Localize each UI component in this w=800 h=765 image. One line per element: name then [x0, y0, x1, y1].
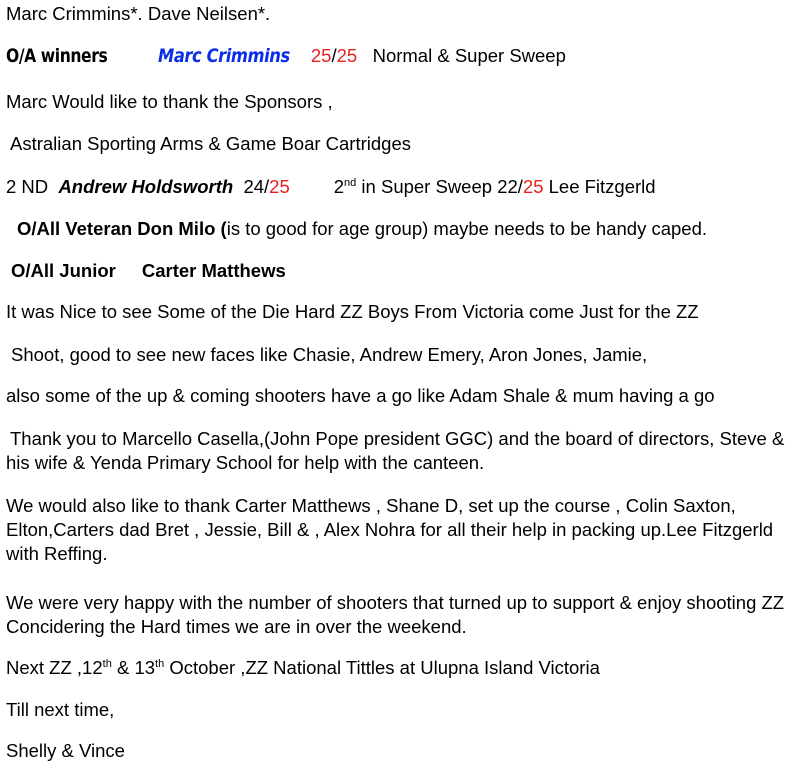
junior-line — [11, 259, 286, 283]
veteran-note: is to good for age group) maybe needs to be handy caped. — [226, 218, 708, 239]
second-prefix: 2 ND — [6, 176, 49, 197]
junior-name: Carter Matthews — [141, 260, 286, 281]
paragraph-thank-carter: We would also like to thank Carter Matthews , Shane D, set up the course , Colin Saxton, Elton,Carters dad Bret , Jessie, Bill & , Alex Nohra for all their help in packing up.Lee Fitzgerld with Reffing. — [6, 495, 774, 564]
super-sweep-name: Lee Fitzgerld — [543, 176, 656, 197]
paragraph-shoot: Shoot, good to see new faces like Chasie, Andrew Emery, Aron Jones, Jamie, — [11, 344, 648, 365]
intro-names: Marc Crimmins*. Dave Neilsen*. — [6, 3, 271, 24]
thanks-sponsors: Marc Would like to thank the Sponsors , — [6, 91, 333, 112]
till-next-time: Till next time, — [6, 699, 115, 720]
oa-winner-name: Marc Crimmins — [157, 45, 290, 67]
oa-winner-suffix: Normal & Super Sweep — [372, 45, 566, 66]
signoff: Shelly & Vince — [6, 740, 125, 761]
second-name: Andrew Holdsworth — [58, 176, 234, 197]
oa-winner-total: 25 — [336, 45, 358, 66]
veteran-label: O/All Veteran Don Milo ( — [17, 218, 227, 239]
super-sweep-text: in Super Sweep 22/ — [356, 176, 523, 197]
next-mid: & 13 — [111, 657, 156, 678]
next-sup-2: th — [155, 658, 165, 670]
next-rest: October ,ZZ National Tittles at Ulupna Island Victoria — [164, 657, 600, 678]
oa-winners-label: O/A winners — [6, 45, 108, 67]
super-sweep-sup: nd — [344, 177, 357, 189]
sponsors-list: Astralian Sporting Arms & Game Boar Cartridges — [10, 133, 411, 154]
second-place-line — [6, 175, 656, 199]
junior-label: O/All Junior — [11, 260, 116, 281]
paragraph-also: also some of the up & coming shooters have a go like Adam Shale & mum having a go — [6, 385, 715, 406]
next-event-line — [6, 656, 600, 680]
paragraph-thank-marcello: Thank you to Marcello Casella,(John Pope president GGC) and the board of directors, Steve & his wife & Yenda Primary School for help with the canteen. — [6, 428, 785, 473]
veteran-line — [17, 217, 707, 241]
paragraph-happy: We were very happy with the number of shooters that turned up to support & enjoy shooting ZZ Concidering the Hard times we are in over the weekend. — [6, 592, 785, 637]
oa-winner-score: 25 — [310, 45, 332, 66]
super-sweep-total: 25 — [522, 176, 544, 197]
next-sup-1: th — [102, 658, 112, 670]
super-sweep-prefix: 2 — [333, 176, 345, 197]
paragraph-victoria: It was Nice to see Some of the Die Hard ZZ Boys From Victoria come Just for the ZZ — [6, 301, 699, 322]
next-prefix: Next ZZ ,12 — [6, 657, 103, 678]
oa-winner-slash: / — [331, 45, 337, 66]
second-total: 25 — [269, 176, 290, 197]
oa-winners-line — [6, 44, 566, 68]
second-score: 24/ — [243, 176, 270, 197]
